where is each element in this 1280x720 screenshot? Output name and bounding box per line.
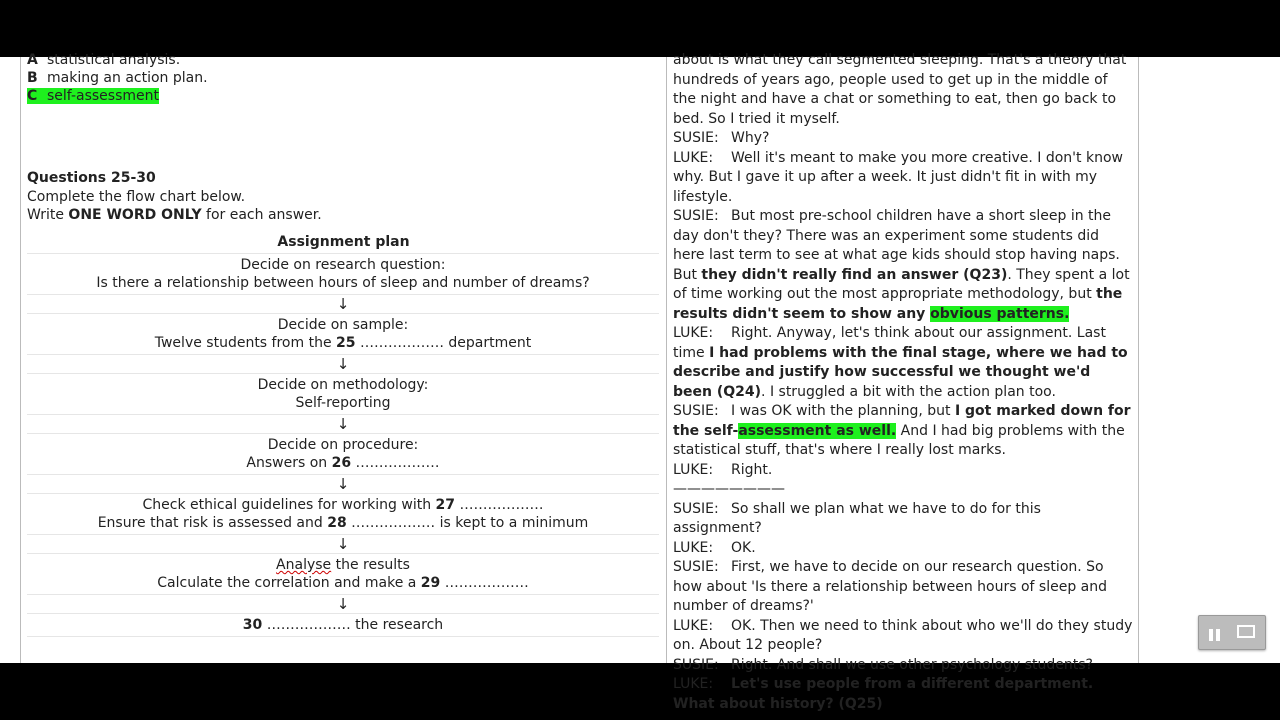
transcript-para: SUSIE: I was OK with the planning, but I got marked down for the self-assessment as well. And I had big problems with the statistical stuff, that's where I really lost marks. [673,403,1131,458]
arrow-down-icon: ↓ [336,415,350,433]
plan-title: Assignment plan [277,234,410,250]
arrow-down-icon: ↓ [336,295,350,313]
question-sheet [20,52,667,663]
transcript [673,51,1133,714]
transcript-divider: ———————— [673,481,785,497]
option-c: C self-assessment [27,88,159,104]
transcript-para: SUSIE: Why? [673,130,770,146]
flow-chart [27,253,659,637]
arrow-down-icon: ↓ [336,355,350,373]
transcript-para: LUKE: Well it's meant to make you more creative. I don't know why. But I gave it up after a week. It just didn't fit in with my lifestyle. [673,149,1123,205]
instruction-2: Write ONE WORD ONLY for each answer. [27,207,322,223]
picture-icon[interactable] [1237,625,1255,638]
playback-controls [1198,615,1266,650]
pause-icon[interactable] [1209,626,1223,645]
flow-step-1: Decide on research question: Is there a relationship between hours of sleep and number of dreams? [27,253,659,295]
document-view [0,52,1280,712]
transcript-para: LUKE: Let's use people from a different department. What about history? (Q25) [673,676,1094,712]
flow-step-3: Decide on methodology: Self-reporting [27,373,659,415]
flow-step-6: Analyse the results Calculate the correlation and make a 29 ……………… [27,553,659,595]
flow-step-5: Check ethical guidelines for working with 27 ……………… Ensure that risk is assessed and 28 ……………… is kept to a minimum [27,493,659,535]
transcript-para: about is what they call segmented sleeping. That's a theory that hundreds of years ago, people used to get up in the middle of the night and have a chat or something to eat, then go back to bed. So I tried it myself. [673,52,1127,127]
questions-heading: Questions 25-30 [27,170,156,186]
transcript-para: SUSIE: Right. And shall we use other psychology students? [673,656,1093,673]
transcript-pane [666,52,1139,712]
flow-step-4: Decide on procedure: Answers on 26 ……………… [27,433,659,475]
transcript-para: SUSIE: First, we have to decide on our research question. So how about 'Is there a relationship between hours of sleep and number of dreams?' [673,559,1107,614]
transcript-para: SUSIE: So shall we plan what we have to do for this assignment? [673,500,1041,536]
transcript-para: LUKE: OK. Then we need to think about who we'll do they study on. About 12 people? [673,617,1133,653]
arrow-down-icon: ↓ [336,475,350,493]
flow-step-2: Decide on sample: Twelve students from the 25 ……………… department [27,313,659,355]
instruction-1: Complete the flow chart below. [27,189,246,205]
transcript-para: LUKE: OK. [673,539,756,556]
arrow-down-icon: ↓ [336,535,350,553]
transcript-para: SUSIE: But most pre-school children have a short sleep in the day don't they? There was an experiment some students did here last term to see at what age kids should stop having naps. But they didn't really find an answer (Q23). They spent a lot of time working out the most appropriate methodology, but the results didn't seem to show any obvious patterns. [673,208,1130,322]
flow-step-7: 30 ……………… the research [27,613,659,637]
arrow-down-icon: ↓ [336,595,350,613]
transcript-para: LUKE: Right. [673,461,773,478]
option-a: A statistical analysis. [27,52,181,68]
option-b: B making an action plan. [27,70,208,86]
transcript-para: LUKE: Right. Anyway, let's think about our assignment. Last time I had problems with the final stage, where we had to describe and justify how successful we thought we'd been (Q24). I struggled a bit with the action plan too. [673,325,1128,400]
